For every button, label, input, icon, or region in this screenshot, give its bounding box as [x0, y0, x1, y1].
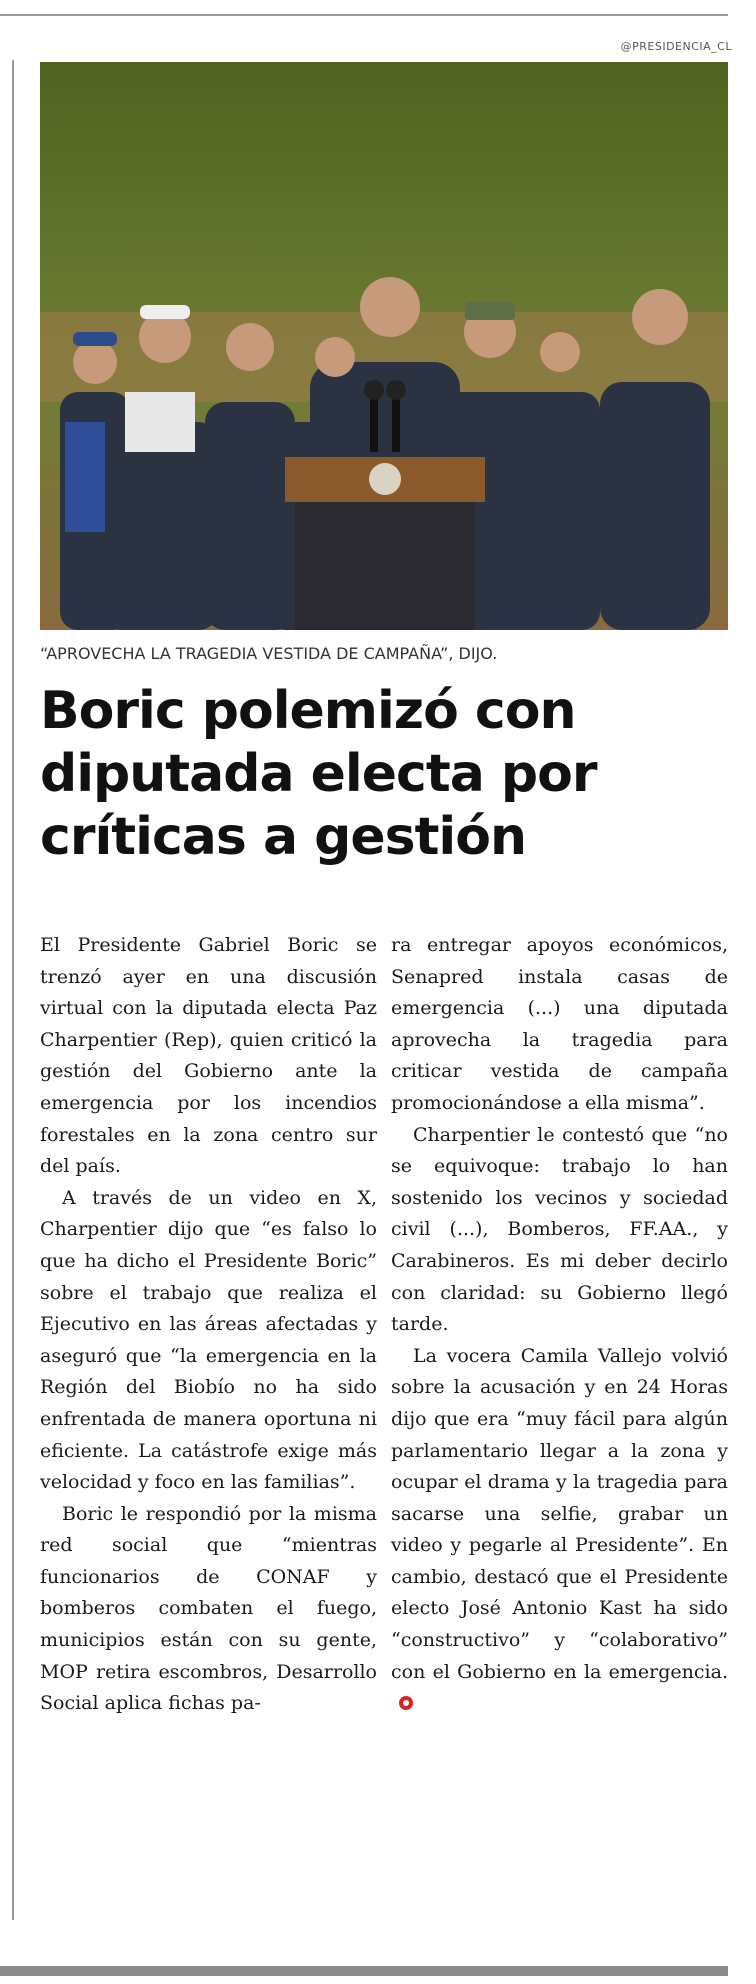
paragraph: Charpentier le contestó que “no se equivoque: trabajo lo han sostenido los vecinos y sociedad civil (...), Bomberos, FF.AA., y Carabineros. Es mi deber decirlo con claridad: su Gobierno llegó tarde.: [391, 1123, 728, 1336]
article-column-1: [40, 930, 377, 1720]
top-rule: [0, 14, 728, 16]
photo-credit: @PRESIDENCIA_CL: [620, 40, 732, 53]
headline-line-3: críticas a gestión: [40, 807, 527, 867]
end-of-article-icon: [399, 1696, 413, 1710]
article-body: [40, 930, 728, 1720]
left-column-rule: [12, 60, 14, 1920]
headline-line-1: Boric polemizó con: [40, 681, 576, 741]
article-column-2: [391, 930, 728, 1720]
headline-line-2: diputada electa por: [40, 744, 597, 804]
bottom-rule: [0, 1966, 728, 1976]
headline: [40, 680, 728, 869]
paragraph-last: [391, 1341, 728, 1720]
paragraph: Boric le respondió por la misma red social que “mientras funcionarios de CONAF y bomberos combaten el fuego, municipios están con su gente, MOP retira escombros, Desarrollo Social aplica fichas pa-: [40, 1502, 377, 1715]
photo-caption: “APROVECHA LA TRAGEDIA VESTIDA DE CAMPAÑA”, DIJO.: [40, 644, 498, 663]
paragraph: El Presidente Gabriel Boric se trenzó ayer en una discusión virtual con la diputada electa Paz Charpentier (Rep), quien criticó la gestión del Gobierno ante la emergencia por los incendios forestales en la zona centro sur del país.: [40, 934, 377, 1178]
paragraph: A través de un video en X, Charpentier dijo que “es falso lo que ha dicho el Presidente Boric” sobre el trabajo que realiza el Ejecutivo en las áreas afectadas y aseguró que “la emergencia en la Región del Biobío no ha sido enfrentada de manera oportuna ni eficiente. La catástrofe exige más velocidad y foco en las familias”.: [40, 1186, 377, 1494]
paragraph-text: La vocera Camila Vallejo volvió sobre la acusación y en 24 Horas dijo que era “muy fácil para algún parlamentario llegar a la zona y ocupar el drama y la tragedia para sacarse una selfie, grabar un video y pegarle al Presidente”. En cambio, destacó que el Presidente electo José Antonio Kast ha sido “constructivo” y “colaborativo” con el Gobierno en la emergencia.: [391, 1344, 728, 1683]
press-conference-photo: [40, 62, 728, 630]
news-photo: [40, 62, 728, 630]
paragraph: ra entregar apoyos económicos, Senapred instala casas de emergencia (...) una diputada aprovecha la tragedia para criticar vestida de campaña promocionándose a ella misma”.: [391, 934, 728, 1114]
